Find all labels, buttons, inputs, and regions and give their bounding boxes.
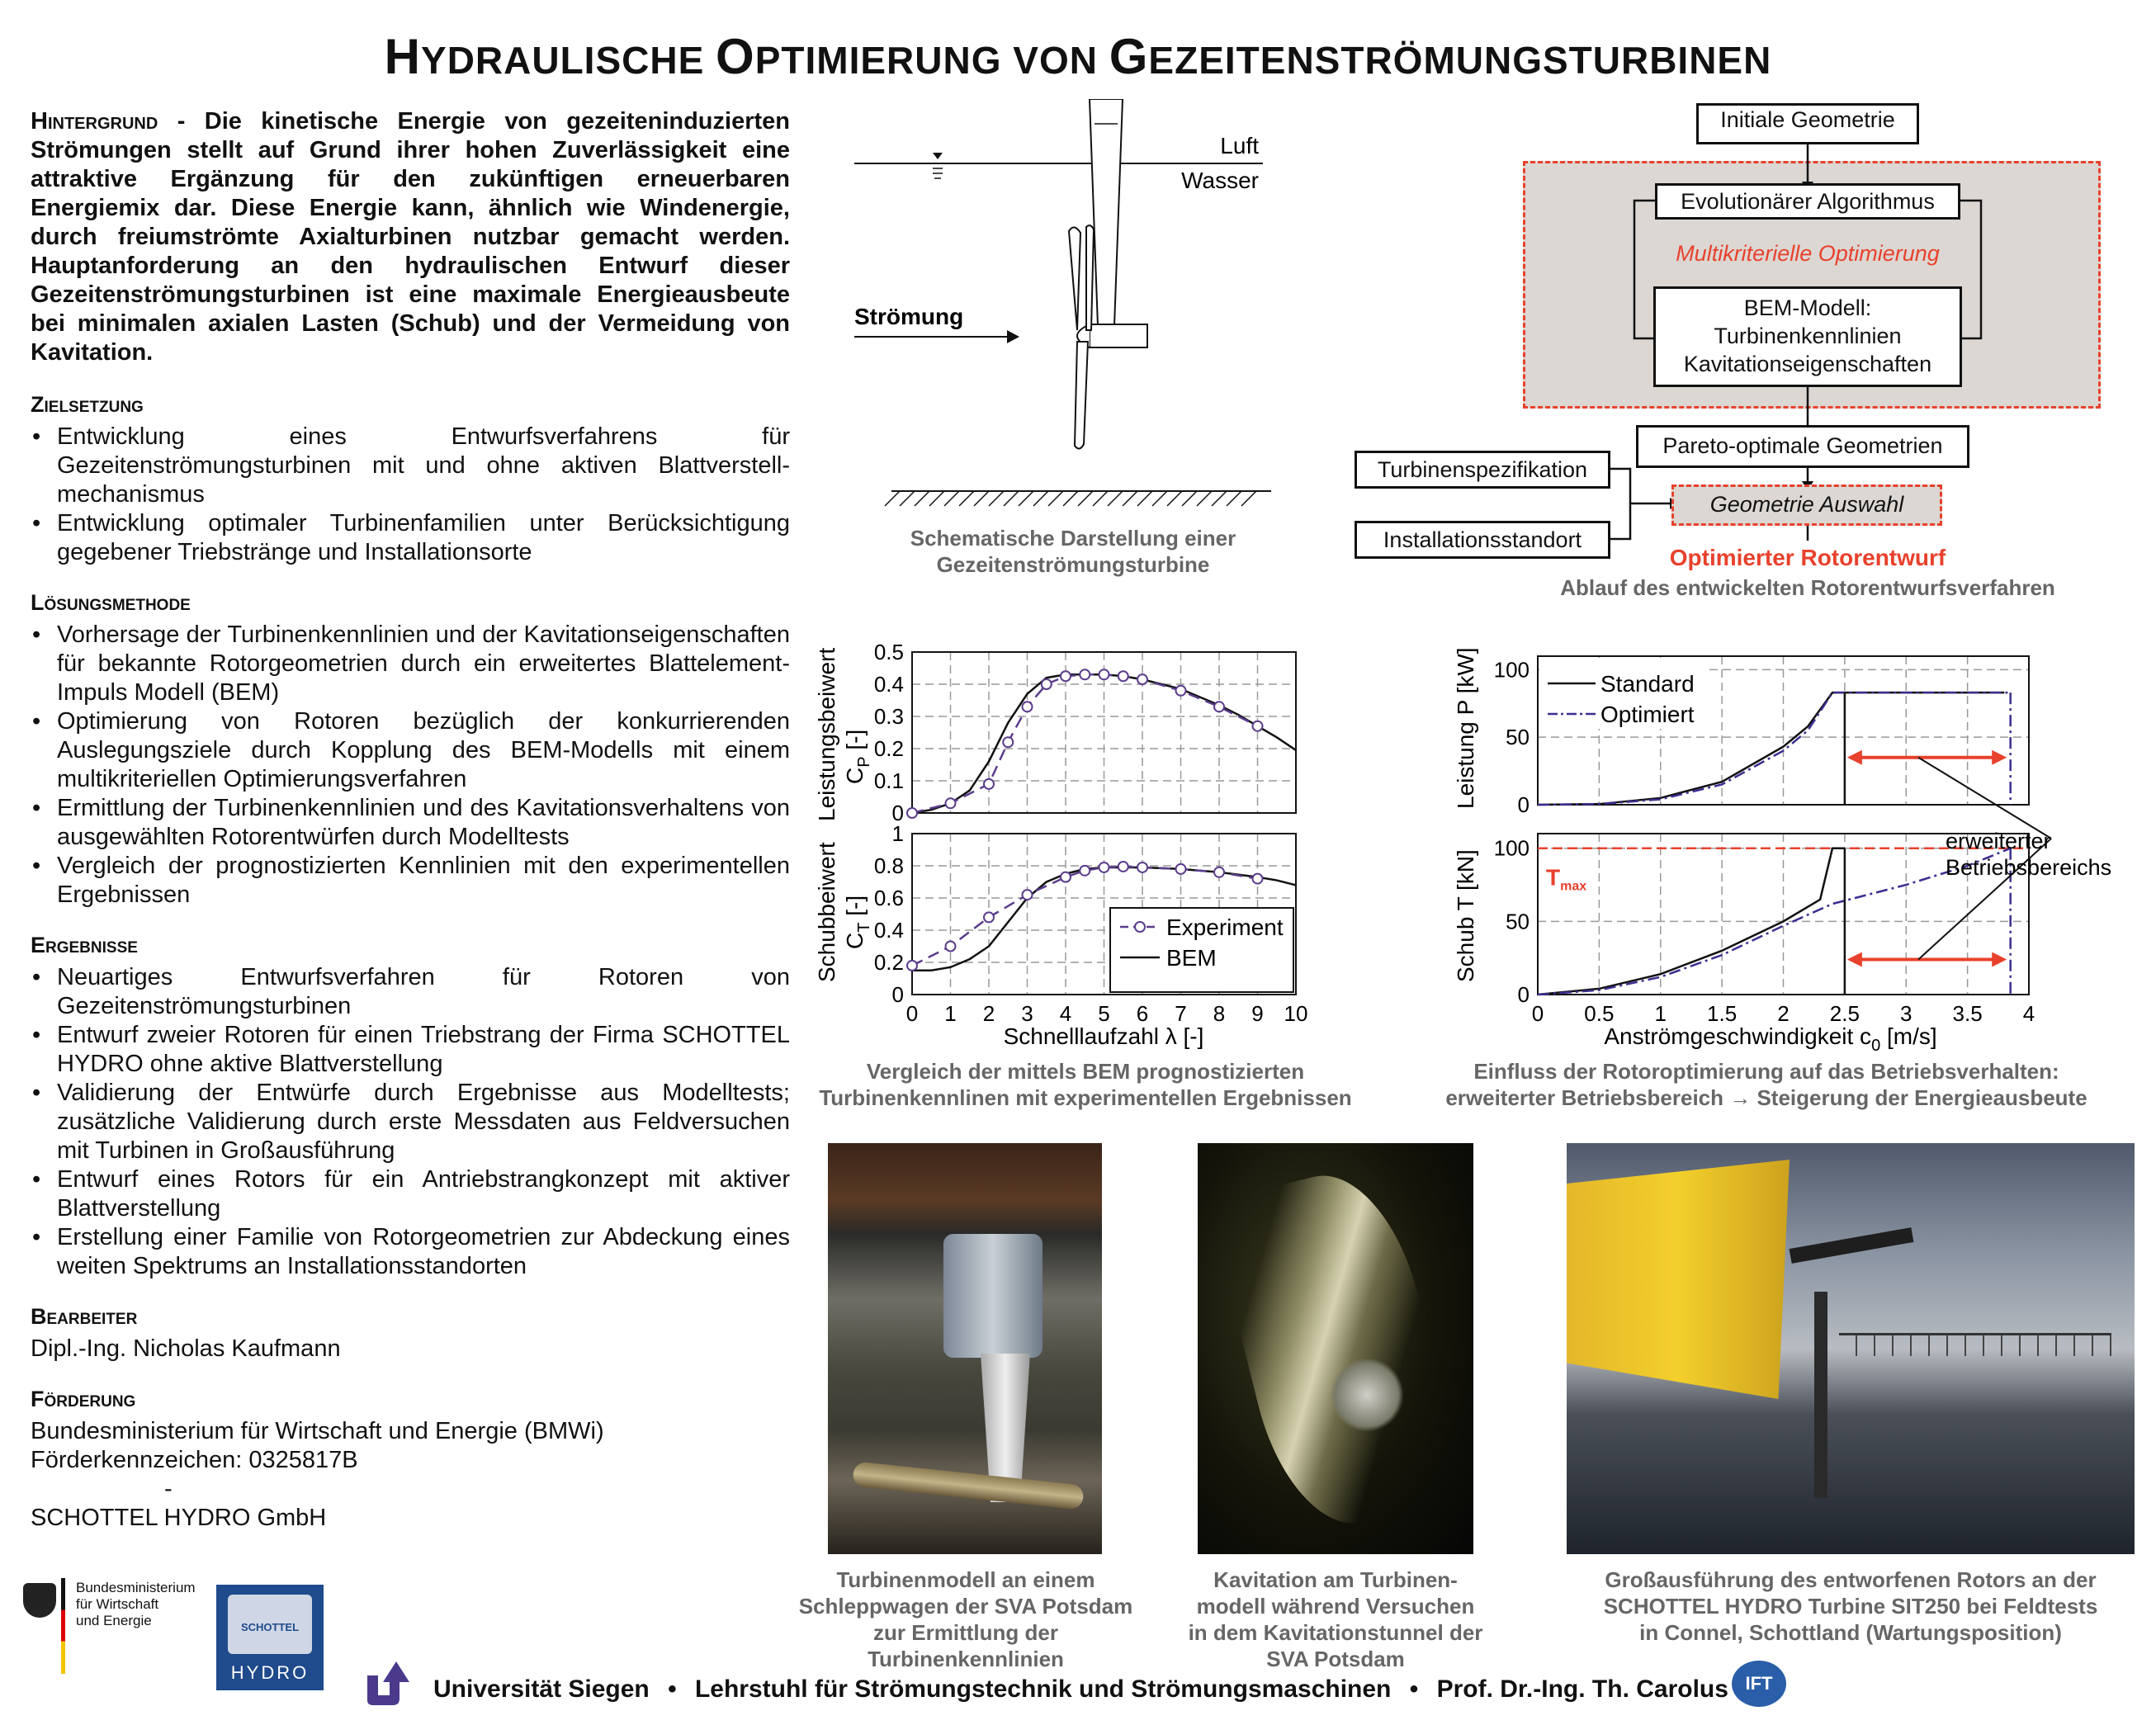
list-item: • Vergleich der prognostizierten Kennlinien mit den experimentellen Ergebnissen	[57, 852, 790, 910]
annotation-leader	[1918, 758, 2051, 839]
label-multikriteriell: Multikriterielle Optimierung	[1676, 241, 1940, 266]
label-optimierter-rotorentwurf: Optimierter Rotorentwurf	[1669, 545, 1946, 570]
heading-loesungsmethode: Lösungsmethode	[31, 590, 191, 615]
experiment-marker	[1214, 867, 1224, 877]
label-stroemung: Strömung	[854, 304, 964, 329]
heading-zielsetzung: Zielsetzung	[31, 392, 144, 417]
foerderung-line: SCHOTTEL HYDRO GmbH	[31, 1505, 327, 1531]
experiment-marker	[1023, 890, 1033, 900]
x-tick-label: 0	[1531, 1001, 1544, 1026]
box-pareto: Pareto-optimale Geometrien	[1636, 425, 1969, 468]
y-tick-label: 0.8	[873, 853, 904, 878]
foerderung-line: -	[164, 1476, 173, 1502]
x-tick-label: 4	[2022, 1001, 2035, 1026]
list-item: • Optimierung von Rotoren bezüglich der konkurrierenden Auslegungsziele durch Kopplung des BEM-Modells mit einem multikriteriellen Optimierungsverfahren	[57, 707, 790, 794]
tmax-label: $T_{max}$	[1546, 864, 1587, 894]
left-column	[31, 107, 790, 1533]
y-axis-label-leistung: Leistung P [kW]	[1453, 647, 1478, 809]
x-tick-label: 1	[1654, 1001, 1667, 1026]
experiment-marker	[1253, 874, 1263, 884]
y-tick-label: 50	[1506, 725, 1530, 750]
y-axis-label-leistungsbeiwert: Leistungsbeiwert	[814, 647, 839, 821]
experiment-marker	[1253, 721, 1263, 731]
x-tick-label: 0	[905, 1001, 919, 1026]
y-tick-label: 100	[1493, 835, 1530, 861]
range-arrow-head	[1992, 952, 2007, 966]
schottel-logo: SCHOTTEL HYDRO	[216, 1585, 324, 1690]
experiment-marker	[1176, 864, 1186, 874]
list-item: • Vorhersage der Turbinenkennlinien und der Kavitationseigenschaften für bekannte Rotorgeometrien durch ein erweitertes Blattelement-Impuls Modell (BEM)	[57, 621, 790, 707]
experiment-marker	[1023, 702, 1033, 711]
experiment-marker	[1118, 671, 1128, 681]
experiment-marker	[984, 912, 994, 922]
experiment-marker	[1099, 862, 1109, 872]
list-item: • Ermittlung der Turbinenkennlinien und des Kavitationsverhaltens von ausgewählten Rotorentwürfen durch Modelltests	[57, 794, 790, 852]
photo-schleppwagen	[828, 1143, 1102, 1554]
heading-bearbeiter: Bearbeiter	[31, 1304, 138, 1329]
photo-caption-1: Turbinenmodell an einem Schleppwagen der SVA Potsdam zur Ermittlung der Turbinenkennlinien	[798, 1567, 1133, 1671]
series-experiment-cp	[912, 674, 1258, 813]
experiment-marker	[907, 808, 917, 818]
photo-caption-2: Kavitation am Turbinen- modell während Versuchen in dem Kavitationstunnel der SVA Potsdam	[1188, 1567, 1483, 1671]
y-tick-label: 0	[891, 982, 904, 1007]
x-tick-label: 5	[1098, 1001, 1110, 1026]
box-evolutionaer: Evolutionärer Algorithmus	[1655, 183, 1960, 220]
experiment-marker	[1176, 686, 1186, 696]
y-tick-label: 50	[1506, 909, 1530, 934]
footer-prof: Prof. Dr.-Ing. Th. Carolus	[1436, 1675, 1728, 1703]
y-tick-label: 0.2	[873, 736, 904, 761]
heading-ergebnisse: Ergebnisse	[31, 933, 138, 957]
x-tick-label: 10	[1284, 1001, 1308, 1026]
x-tick-label: 9	[1251, 1001, 1264, 1026]
foerderung-line: Förderkennzeichen: 0325817B	[31, 1447, 358, 1473]
list-item: • Entwurf zweier Rotoren für einen Triebstrang der Firma SCHOTTEL HYDRO ohne aktive Blattverstellung	[57, 1021, 790, 1079]
y-tick-label: 0.1	[873, 768, 904, 793]
y-tick-label: 0	[891, 801, 904, 825]
chart-rotoroptimierung	[1440, 636, 2150, 1065]
list-item: • Neuartiges Entwurfsverfahren für Rotoren von Gezeitenströmungsturbinen	[57, 963, 790, 1021]
x-tick-label: 3	[1900, 1001, 1913, 1026]
footer-uni: Universität Siegen	[433, 1675, 650, 1703]
foerderung-line: Bundesministerium für Wirtschaft und Energie (BMWi)	[31, 1418, 604, 1444]
experiment-marker	[1080, 866, 1090, 876]
y-tick-label: 0	[1517, 792, 1530, 817]
label-wasser: Wasser	[1181, 168, 1259, 193]
turbine-schematic	[842, 99, 1288, 528]
x-tick-label: 2	[982, 1001, 995, 1026]
x-axis-label-anstroemgeschwindigkeit: Anströmgeschwindigkeit $c_0$ [m/s]	[1604, 1023, 1937, 1055]
footer-line: Universität Siegen • Lehrstuhl für Strömungstechnik und Strömungsmaschinen • Prof. Dr.-Ing. Th. Carolus	[433, 1675, 1728, 1703]
y-tick-label: 0.2	[873, 950, 904, 975]
experiment-marker	[1080, 669, 1090, 679]
x-tick-label: 3.5	[1952, 1001, 1983, 1026]
x-tick-label: 1	[944, 1001, 957, 1026]
annotation-text: Betriebsbereichs	[1946, 855, 2112, 880]
legend-label-standard: Standard	[1600, 671, 1695, 697]
photo-caption-3: Großausführung des entworfenen Rotors an der SCHOTTEL HYDRO Turbine SIT250 bei Feldtests in Connel, Schottland (Wartungsposition)	[1603, 1567, 2098, 1645]
intro-paragraph: Hintergrund - Die kinetische Energie von gezeiteninduzierten Strömungen stellt auf Grund ihrer hohen Zuverlässigkeit eine attraktive Ergänzung für den zukünftigen erneuerbaren Energiemix dar. Diese Energie kann, ähnlich wie Windenergie, durch freiumströmte Axialturbinen nutzbar gemacht werden. Hauptanforderung an den hydraulischen Entwurf dieser Gezeitenströmungsturbinen ist eine maximale Energieausbeute bei minimalen axialen Lasten (Schub) und der Vermeidung von Kavitation.	[31, 108, 790, 366]
list-item: • Entwurf eines Rotors für ein Antriebstrangkonzept mit aktiver Blattverstellung	[57, 1165, 790, 1223]
list-item: • Validierung der Entwürfe durch Ergebnisse aus Modelltests; zusätzliche Validierung durch erste Messdaten aus Feldversuchen mit Turbinen in Großausführung	[57, 1079, 790, 1165]
schematic-caption: Schematische Darstellung einer Gezeitenströmungsturbine	[910, 526, 1236, 577]
box-geometrie-auswahl: Geometrie Auswahl	[1671, 484, 1942, 526]
annotation-text: erweiterter	[1946, 829, 2051, 853]
y-tick-label: 0	[1517, 982, 1530, 1007]
y-tick-label: 0.4	[873, 918, 904, 943]
flowchart-caption: Ablauf des entwickelten Rotorentwurfsverfahren	[1560, 575, 2055, 600]
list-item: • Entwicklung eines Entwurfsverfahrens für Gezeitenströmungsturbinen mit und ohne aktiven Blattverstell-mechanismus	[57, 423, 790, 509]
legend-label-experiment: Experiment	[1166, 914, 1284, 940]
list-item: • Entwicklung optimaler Turbinenfamilien unter Berücksichtigung gegebener Triebstränge und Installationsorte	[57, 509, 790, 567]
experiment-marker	[946, 942, 956, 952]
y-axis-label-cp: $C_P$ [-]	[842, 729, 873, 784]
experiment-marker	[984, 779, 994, 789]
list-item: • Erstellung einer Familie von Rotorgeometrien zur Abdeckung eines weiten Spektrums an Installationsstandorten	[57, 1223, 790, 1281]
bmwi-logo-text: Bundesministerium für Wirtschaft und Energie	[76, 1580, 196, 1628]
eagle-icon	[23, 1583, 56, 1618]
photo-kavitation	[1198, 1143, 1473, 1554]
y-tick-label: 1	[891, 821, 904, 846]
label-luft: Luft	[1220, 133, 1259, 158]
experiment-marker	[946, 798, 956, 808]
legend-label-bem: BEM	[1166, 945, 1217, 971]
range-arrow-head	[1992, 750, 2007, 765]
experiment-marker	[1042, 679, 1052, 689]
range-arrow-head	[1847, 952, 1862, 966]
experiment-marker	[1061, 671, 1071, 681]
box-initiale-geometrie: Initiale Geometrie	[1696, 103, 1919, 144]
uni-siegen-logo-icon	[363, 1657, 413, 1707]
bearbeiter-name: Dipl.-Ing. Nicholas Kaufmann	[31, 1335, 341, 1362]
x-tick-label: 2.5	[1829, 1001, 1860, 1026]
ift-logo: IFT	[1732, 1661, 1786, 1707]
legend-marker	[1135, 922, 1145, 932]
footer-chair: Lehrstuhl für Strömungstechnik und Strömungsmaschinen	[694, 1675, 1392, 1703]
x-tick-label: 6	[1136, 1001, 1149, 1026]
experiment-marker	[1118, 862, 1128, 872]
box-bem-modell: BEM-Modell: Turbinenkennlinien Kavitationseigenschaften	[1653, 286, 1962, 387]
flag-stripe	[61, 1578, 65, 1674]
y-tick-label: 0.5	[873, 640, 904, 664]
y-tick-label: 0.3	[873, 704, 904, 729]
x-axis-label-schnelllaufzahl: Schnelllaufzahl λ [-]	[1003, 1023, 1204, 1049]
y-tick-label: 0.6	[873, 886, 904, 910]
list-zielsetzung	[31, 423, 790, 567]
experiment-marker	[907, 961, 917, 971]
x-tick-label: 7	[1175, 1001, 1187, 1026]
experiment-marker	[1214, 702, 1224, 711]
chart-right-caption: Einfluss der Rotoroptimierung auf das Betriebsverhalten: erweiterter Betriebsbereich → Steigerung der Energieausbeute	[1445, 1059, 2087, 1110]
experiment-marker	[1137, 674, 1147, 684]
heading-foerderung: Förderung	[31, 1387, 136, 1411]
experiment-marker	[1003, 737, 1013, 747]
x-tick-label: 2	[1777, 1001, 1790, 1026]
y-tick-label: 100	[1493, 657, 1530, 683]
x-tick-label: 4	[1059, 1001, 1072, 1026]
chart-left-caption: Vergleich der mittels BEM prognostizierten Turbinenkennlinen mit experimentellen Ergebnissen	[819, 1059, 1352, 1110]
x-tick-label: 8	[1213, 1001, 1226, 1026]
range-arrow-head	[1847, 750, 1862, 765]
poster-title: HYDRAULISCHE OPTIMIERUNG VON GEZEITENSTRÖMUNGSTURBINEN	[384, 29, 1772, 84]
experiment-marker	[1099, 669, 1109, 679]
x-tick-label: 3	[1021, 1001, 1033, 1026]
y-axis-label-schub: Schub T [kN]	[1453, 849, 1478, 982]
box-turbinenspezifikation: Turbinenspezifikation	[1355, 451, 1610, 489]
experiment-marker	[1061, 872, 1071, 882]
y-tick-label: 0.4	[873, 672, 904, 697]
chart-bem-vs-experiment	[813, 636, 1341, 1065]
y-axis-label-ct: $C_T$ [-]	[842, 895, 873, 949]
x-tick-label: 0.5	[1584, 1001, 1615, 1026]
box-installationsstandort: Installationsstandort	[1355, 521, 1610, 559]
list-ergebnisse	[31, 963, 790, 1281]
y-axis-label-schubbeiwert: Schubbeiwert	[814, 842, 839, 982]
list-loesung	[31, 621, 790, 910]
photo-grossausfuehrung	[1567, 1143, 2135, 1554]
legend-label-optimiert: Optimiert	[1600, 702, 1695, 727]
experiment-marker	[1137, 862, 1147, 872]
x-tick-label: 1.5	[1707, 1001, 1738, 1026]
